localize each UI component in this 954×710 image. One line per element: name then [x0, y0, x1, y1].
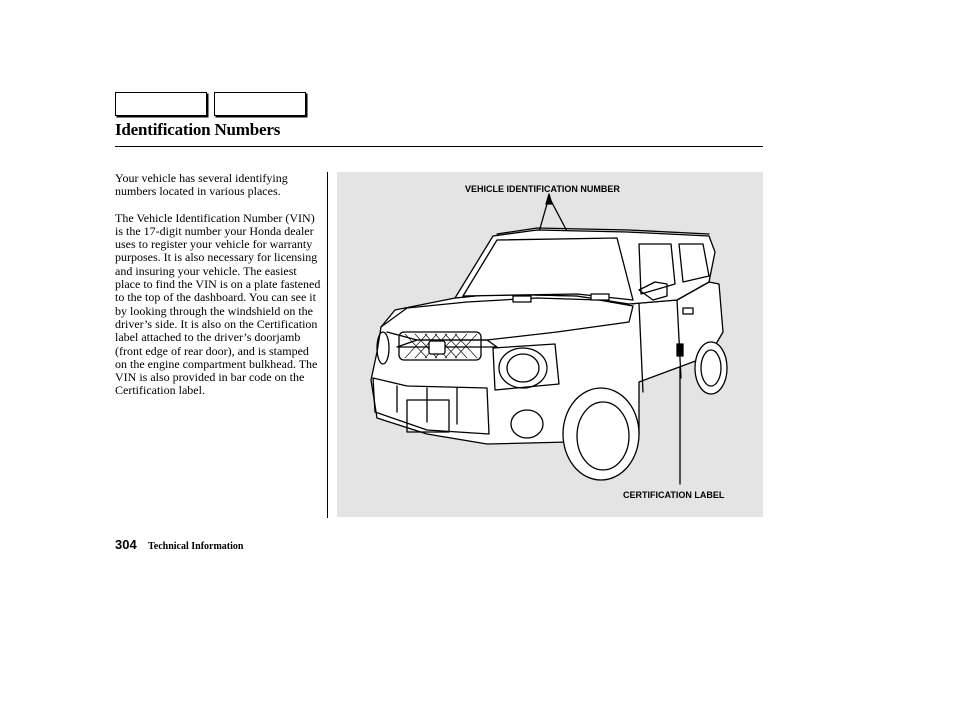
vehicle-drawing: [337, 172, 763, 517]
title-rule: [115, 146, 763, 147]
section-name: Technical Information: [148, 541, 244, 552]
body-text: [115, 172, 321, 411]
vin-callout-arrow: [546, 194, 552, 204]
page-number: 304: [115, 537, 137, 552]
nav-tab-next[interactable]: [214, 92, 306, 116]
certification-label: CERTIFICATION LABEL: [623, 490, 725, 500]
column-divider: [327, 172, 328, 518]
honda-badge: [429, 341, 445, 354]
rear-side-window: [679, 244, 709, 282]
vin-label: VEHICLE IDENTIFICATION NUMBER: [465, 184, 620, 194]
certification-label-plate: [677, 344, 683, 356]
vin-plate-left: [513, 296, 531, 302]
vin-plate-right: [591, 294, 609, 300]
vehicle-illustration: [337, 172, 763, 517]
paragraph-intro: Your vehicle has several identifying numbers located in various places.: [115, 171, 288, 199]
nav-tab-previous[interactable]: [115, 92, 207, 116]
paragraph-vin: The Vehicle Identification Number (VIN) is the 17-digit number your Honda dealer uses to register your vehicle for warranty purposes. It is also necessary for licensing and insuring your vehicle. The easiest place to find the VIN is on a plate fastened to the top of the dashboard. You can see it by looking through the windshield on the driver’s side. It is also on the Certification label attached to the driver’s doorjamb (front edge of rear door), and is stamped on the engine compartment bulkhead. The VIN is also provided in bar code on the Certification label.: [115, 210, 321, 398]
page-title: Identification Numbers: [115, 120, 281, 139]
